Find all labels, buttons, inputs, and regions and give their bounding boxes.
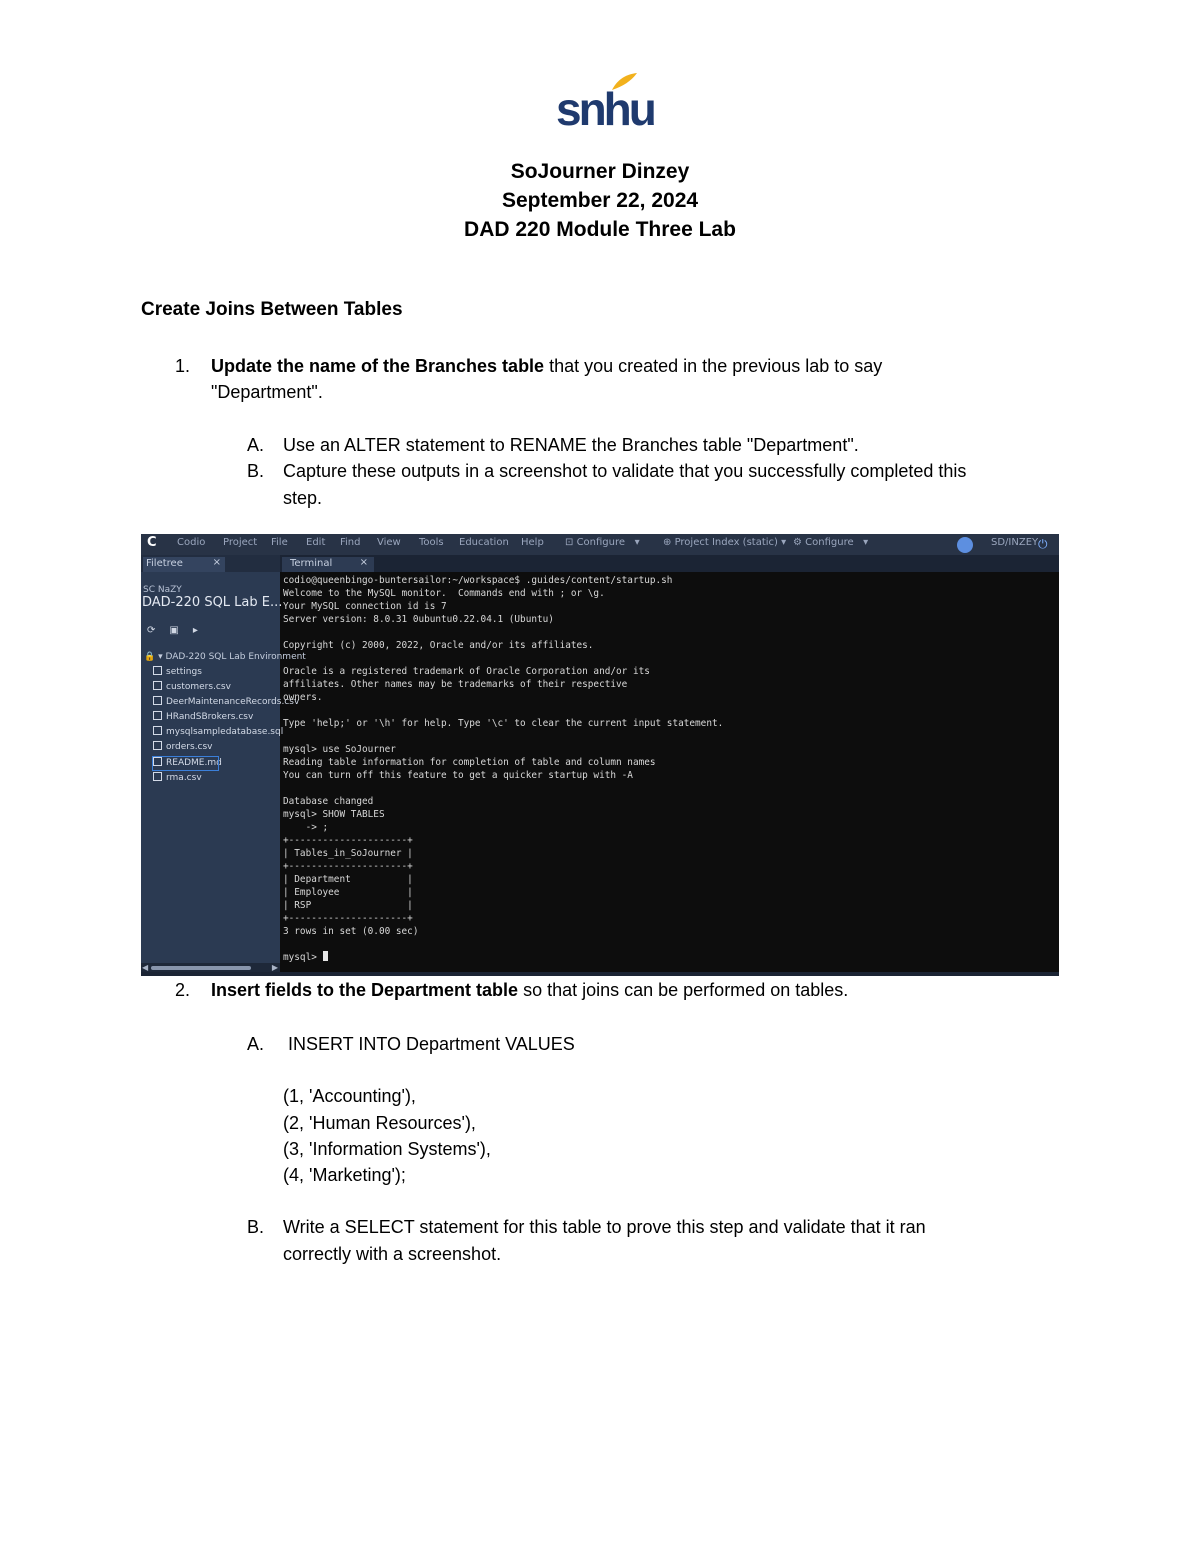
configure-button-1: ⊡ Configure ▾ bbox=[565, 537, 640, 548]
terminal-cursor bbox=[323, 951, 328, 961]
menu-edit: Edit bbox=[306, 537, 326, 548]
close-icon: × bbox=[212, 557, 221, 568]
menu-education: Education bbox=[459, 537, 509, 548]
value-row-4: (4, 'Marketing'); bbox=[283, 1165, 406, 1185]
terminal-line: affiliates. Other names may be trademarks of their respective bbox=[283, 679, 628, 690]
tab-terminal: Terminal × bbox=[282, 557, 374, 572]
tree-item-selected: README.md bbox=[153, 757, 218, 770]
step2-b-letter: B. bbox=[247, 1217, 265, 1237]
menu-tools: Tools bbox=[419, 537, 444, 548]
tree-item: rma.csv bbox=[153, 772, 278, 785]
refresh-icon: ⟳ bbox=[147, 625, 156, 636]
menu-help: Help bbox=[521, 537, 544, 548]
menu-find: Find bbox=[340, 537, 361, 548]
file-icon bbox=[153, 757, 162, 766]
file-icon bbox=[153, 666, 162, 675]
terminal-line: mysql> SHOW TABLES bbox=[283, 809, 385, 820]
section-title: Create Joins Between Tables bbox=[141, 299, 403, 320]
step2-a-text: INSERT INTO Department VALUES bbox=[288, 1034, 575, 1054]
terminal-line: | Tables_in_SoJourner | bbox=[283, 848, 413, 859]
scroll-left-icon: ◀ bbox=[142, 963, 149, 972]
logo-wordmark: snhu bbox=[556, 83, 654, 135]
tab-filetree: Filetree × bbox=[143, 557, 225, 572]
ide-menubar bbox=[141, 534, 1059, 555]
user-label: SD/INZEY bbox=[991, 537, 1039, 548]
step1-number: 1. bbox=[175, 356, 191, 376]
scroll-right-icon: ▶ bbox=[271, 963, 278, 972]
terminal-output bbox=[283, 574, 1055, 974]
terminal-tabbar bbox=[280, 555, 1059, 572]
terminal-line: Welcome to the MySQL monitor. Commands end with ; or \g. bbox=[283, 588, 605, 599]
step1-line2: "Department". bbox=[211, 382, 323, 402]
terminal-line: Database changed bbox=[283, 796, 374, 807]
close-icon: × bbox=[359, 557, 368, 568]
terminal-line bbox=[283, 938, 1055, 951]
step1-a-letter: A. bbox=[247, 435, 265, 455]
terminal-line: Copyright (c) 2000, 2022, Oracle and/or its affiliates. bbox=[283, 640, 594, 651]
step1-b-letter: B. bbox=[247, 461, 265, 481]
terminal-line: Server version: 8.0.31 0ubuntu0.22.04.1 (Ubuntu) bbox=[283, 614, 554, 625]
menu-view: View bbox=[377, 537, 401, 548]
step2-b-text-line2: correctly with a screenshot. bbox=[283, 1244, 502, 1264]
project-owner: SC NaZY bbox=[143, 585, 182, 595]
document-date: September 22, 2024 bbox=[501, 189, 699, 212]
terminal-line bbox=[283, 704, 1055, 717]
step2-rest: so that joins can be performed on tables. bbox=[518, 980, 849, 1000]
menu-project: Project bbox=[223, 537, 258, 548]
sidebar-tabbar bbox=[141, 555, 280, 572]
tree-item: orders.csv bbox=[153, 741, 278, 754]
step1-b-text-line1: Capture these outputs in a screenshot to validate that you successfully completed this bbox=[283, 461, 967, 481]
file-icon bbox=[153, 696, 162, 705]
value-row-2: (2, 'Human Resources'), bbox=[283, 1113, 476, 1133]
value-row-1: (1, 'Accounting'), bbox=[283, 1086, 416, 1106]
terminal-line bbox=[283, 730, 1055, 743]
camera-icon bbox=[957, 537, 973, 553]
configure-button-2: ⚙ Configure ▾ bbox=[793, 537, 869, 548]
tree-item: HRandSBrokers.csv bbox=[153, 711, 278, 724]
terminal-line: mysql> use SoJourner bbox=[283, 744, 396, 755]
step2-bold: Insert fields to the Department table bbox=[211, 980, 519, 1000]
value-row-3: (3, 'Information Systems'), bbox=[283, 1139, 491, 1159]
file-icon bbox=[153, 726, 162, 735]
step1-b-text-line2: step. bbox=[283, 488, 323, 508]
sidebar-toolbar bbox=[147, 625, 212, 636]
terminal-line: codio@queenbingo-buntersailor:~/workspace$ .guides/content/startup.sh bbox=[283, 575, 673, 586]
step1-text bbox=[211, 353, 882, 379]
course-title: DAD 220 Module Three Lab bbox=[464, 218, 736, 241]
step1-rest: that you created in the previous lab to say bbox=[544, 356, 883, 376]
file-icon bbox=[153, 711, 162, 720]
step2-b-text-line1: Write a SELECT statement for this table to prove this step and validate that it ran bbox=[283, 1217, 926, 1237]
terminal-line: +---------------------+ bbox=[283, 861, 413, 872]
terminal-line: owners. bbox=[283, 692, 323, 703]
terminal-line: +---------------------+ bbox=[283, 913, 413, 924]
menu-codio: Codio bbox=[177, 537, 206, 548]
bottom-strip bbox=[141, 972, 1059, 976]
menu-file: File bbox=[271, 537, 288, 548]
step2-text bbox=[211, 977, 848, 1003]
terminal-line: | Employee | bbox=[283, 887, 413, 898]
terminal-line: Your MySQL connection id is 7 bbox=[283, 601, 447, 612]
step1-bold: Update the name of the Branches table bbox=[211, 356, 545, 376]
terminal-line: 3 rows in set (0.00 sec) bbox=[283, 926, 419, 937]
step2-number: 2. bbox=[175, 980, 191, 1000]
terminal-line: Type 'help;' or '\h' for help. Type '\c' to clear the current input statement. bbox=[283, 718, 724, 729]
terminal-line bbox=[283, 652, 1055, 665]
step1-a-text: Use an ALTER statement to RENAME the Branches table "Department". bbox=[283, 435, 859, 455]
codio-logo-icon: C bbox=[147, 535, 157, 550]
terminal-screenshot bbox=[141, 534, 1059, 976]
tree-item: settings bbox=[153, 666, 278, 679]
terminal-line: +---------------------+ bbox=[283, 835, 413, 846]
tree-item: mysqlsampledatabase.sql bbox=[153, 726, 278, 739]
tree-item: customers.csv bbox=[153, 681, 278, 694]
terminal-line: Oracle is a registered trademark of Oracle Corporation and/or its bbox=[283, 666, 650, 677]
terminal-line bbox=[283, 782, 1055, 795]
terminal-line: | RSP | bbox=[283, 900, 413, 911]
file-icon bbox=[153, 772, 162, 781]
file-icon bbox=[153, 681, 162, 690]
terminal-line: | Department | bbox=[283, 874, 413, 885]
project-index-button: ⊕ Project Index (static) ▾ bbox=[663, 537, 787, 548]
terminal-line: Reading table information for completion of table and column names bbox=[283, 757, 656, 768]
terminal-line: mysql> bbox=[283, 951, 1055, 964]
author-name: SoJourner Dinzey bbox=[510, 160, 690, 183]
file-icon bbox=[153, 741, 162, 750]
scroll-thumb bbox=[151, 966, 251, 970]
snhu-logo bbox=[552, 72, 654, 135]
terminal-line: You can turn off this feature to get a quicker startup with -A bbox=[283, 770, 633, 781]
play-icon: ▸ bbox=[192, 625, 198, 636]
power-icon: ⏻ bbox=[1038, 537, 1048, 551]
tree-root: 🔒 ▾ DAD-220 SQL Lab Environment bbox=[144, 652, 306, 662]
tree-item: DeerMaintenanceRecords.csv bbox=[153, 696, 278, 709]
folder-icon: ▣ bbox=[169, 625, 179, 636]
terminal-line: -> ; bbox=[283, 822, 329, 833]
project-name: DAD-220 SQL Lab E... bbox=[142, 595, 283, 610]
terminal-line bbox=[283, 626, 1055, 639]
step2-a-letter: A. bbox=[247, 1034, 265, 1054]
